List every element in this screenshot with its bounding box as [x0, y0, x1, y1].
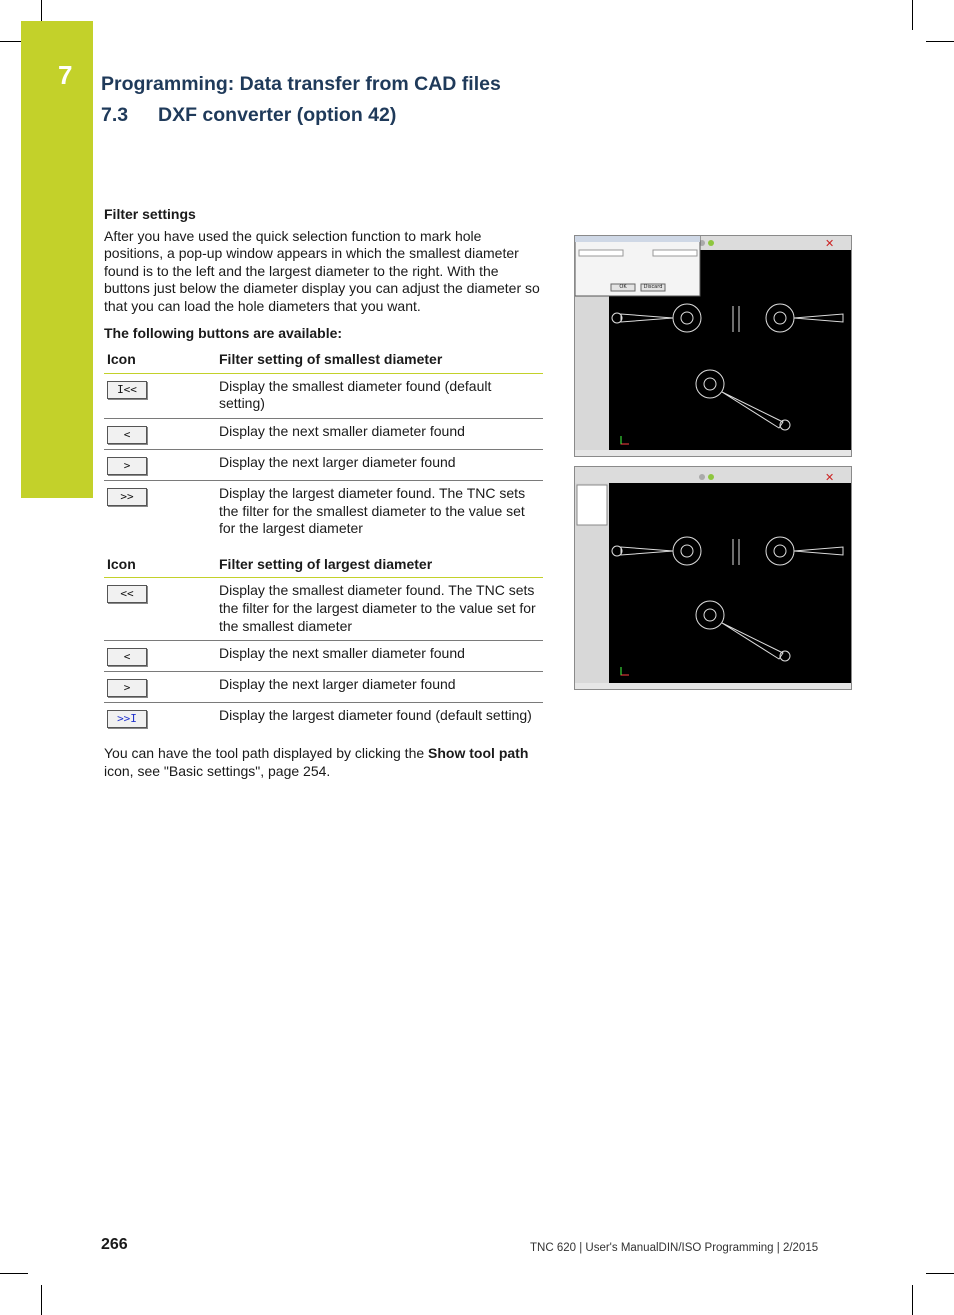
crop-mark	[912, 0, 913, 30]
document-title: TNC 620 | User's ManualDIN/ISO Programming | 2/2015	[530, 1242, 819, 1254]
crop-mark	[0, 41, 21, 42]
svg-text:✕: ✕	[825, 471, 835, 484]
section-title	[101, 104, 396, 127]
row-description: Display the largest diameter found (default setting)	[219, 707, 532, 724]
dialog-ok-button[interactable]: OK	[619, 284, 627, 290]
table-header-row	[104, 553, 543, 578]
outro-paragraph	[104, 745, 543, 780]
table-row	[104, 480, 543, 542]
crop-mark	[0, 1273, 28, 1274]
crop-mark	[912, 1285, 913, 1315]
table-row	[104, 578, 543, 641]
col-icon-header: Icon	[104, 348, 216, 373]
cad-view-illustration	[575, 236, 851, 456]
table-header-row	[104, 348, 543, 373]
table-row	[104, 641, 543, 672]
crop-mark	[41, 0, 42, 21]
outro-text-end: icon, see "Basic settings", page 254.	[104, 762, 331, 779]
col-desc-header: Filter setting of smallest diameter	[216, 348, 543, 373]
smallest-next-button[interactable]: >	[107, 457, 147, 475]
page-number: 266	[101, 1236, 128, 1253]
main-content	[104, 206, 543, 780]
smallest-prev-button[interactable]: <	[107, 426, 147, 444]
largest-prev-button[interactable]: <	[107, 648, 147, 666]
buttons-heading: The following buttons are available:	[104, 324, 343, 341]
row-description: Display the smallest diameter found. The TNC sets the filter for the largest diameter to the value set for the smallest diameter	[216, 578, 543, 641]
show-tool-path-label: Show tool path	[428, 745, 529, 762]
row-description: Display the next smaller diameter found	[216, 641, 543, 672]
cad-view-illustration	[575, 467, 851, 689]
dialog-discard-button[interactable]: Discard	[643, 284, 663, 290]
chapter-tab	[21, 21, 93, 498]
chapter-number: 7	[58, 60, 73, 90]
filter-settings-heading: Filter settings	[104, 206, 196, 222]
col-icon-header: Icon	[104, 553, 216, 578]
svg-text:✕: ✕	[825, 237, 835, 250]
screenshot-tool-path	[574, 466, 852, 690]
largest-first-button[interactable]: <<	[107, 585, 147, 603]
table-row	[104, 672, 543, 703]
table-row	[104, 703, 543, 734]
row-description: Display the largest diameter found. The TNC sets the filter for the smallest diameter to the value set for the largest diameter	[219, 484, 526, 537]
row-description: Display the next smaller diameter found	[216, 418, 543, 449]
crop-mark	[926, 41, 954, 42]
section-title-text: DXF converter (option 42)	[158, 104, 397, 126]
screenshot-filter-dialog	[574, 235, 852, 457]
smallest-last-button[interactable]: >>	[107, 488, 147, 506]
smallest-diameter-table	[104, 348, 543, 543]
smallest-first-button[interactable]: I<<	[107, 381, 147, 399]
largest-last-button[interactable]: >>I	[107, 710, 147, 728]
largest-next-button[interactable]: >	[107, 679, 147, 697]
table-row	[104, 418, 543, 449]
row-description: Display the next larger diameter found	[216, 449, 543, 480]
crop-mark	[41, 1285, 42, 1315]
section-number: 7.3	[101, 104, 129, 126]
table-row	[104, 373, 543, 418]
table-row	[104, 449, 543, 480]
row-description: Display the smallest diameter found (default setting)	[216, 373, 543, 418]
intro-paragraph: After you have used the quick selection function to mark hole positions, a pop-up window appears in which the smallest diameter found is to the left and the largest diameter to the right. With the buttons just below the diameter display you can adjust the diameter so that you can load the hole diameters that you want.	[104, 227, 540, 314]
largest-diameter-table	[104, 553, 543, 733]
crop-mark	[926, 1273, 954, 1274]
row-description: Display the next larger diameter found	[216, 672, 543, 703]
outro-text: You can have the tool path displayed by clicking the	[104, 745, 429, 762]
chapter-title: Programming: Data transfer from CAD files	[101, 73, 501, 95]
col-desc-header: Filter setting of largest diameter	[216, 553, 543, 578]
